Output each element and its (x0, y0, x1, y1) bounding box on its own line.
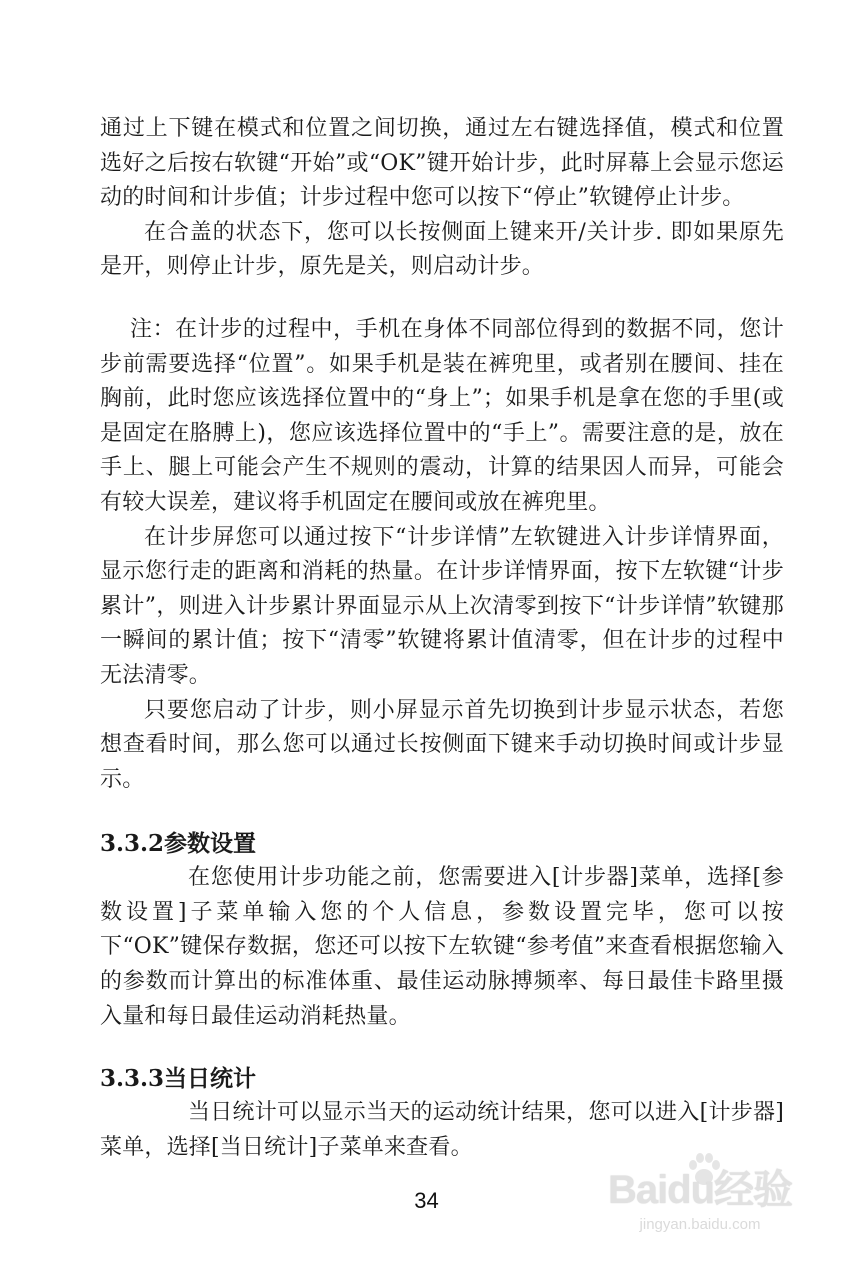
section-heading: 3.3.2参数设置 (100, 830, 257, 858)
paragraph-step-details: 在计步屏您可以通过按下“计步详情”左软键进入计步详情界面，显示您行走的距离和消耗的热量。在计步详情界面，按下左软键“计步累计”，则进入计步累计界面显示从上次清零到按下“计步详情”软键那一瞬间的累计值；按下“清零”软键将累计值清零，但在计步的过程中无法清零。 (100, 524, 784, 688)
paragraph-note: 注：在计步的过程中，手机在身体不同部位得到的数据不同，您计步前需要选择“位置”。如果手机是装在裤兜里，或者别在腰间、挂在胸前，此时您应该选择位置中的“身上”；如果手机是拿在您的手里(或是固定在胳膊上)，您应该选择位置中的“手上”。需要注意的是，放在手上、腿上可能会产生不规则的震动，计算的结果因人而异，可能会有较大误差，建议将手机固定在腰间或放在裤兜里。 (100, 316, 784, 515)
section-body: 当日统计可以显示当天的运动统计结果，您可以进入[计步器]菜单，选择[当日统计]子菜单来查看。 (100, 1100, 784, 1160)
paragraph-mode-switch: 通过上下键在模式和位置之间切换，通过左右键选择值，模式和位置选好之后按右软键“开始”或“OK”键开始计步，此时屏幕上会显示您运动的时间和计步值；计步过程中您可以按下“停止”软键停止计步。 (100, 116, 784, 211)
watermark-brand: Baidu经验 (607, 1168, 793, 1212)
section-parameter-settings (100, 827, 784, 1034)
watermark-url: jingyan.baidu.com (639, 1216, 761, 1233)
paragraph-lid-closed: 在合盖的状态下，您可以长按侧面上键来开/关计步. 即如果原先是开，则停止计步，原先是关，则启动计步。 (100, 219, 784, 280)
baidu-jingyan-watermark (600, 1150, 800, 1270)
section-body: 在您使用计步功能之前，您需要进入[计步器]菜单，选择[参数设置]子菜单输入您的个人信息，参数设置完毕，您可以按下“OK”键保存数据，您还可以按下左软键“参考值”来查看根据您输入的参数而计算出的标准体重、最佳运动脉搏频率、每日最佳卡路里摄入量和每日最佳运动消耗热量。 (100, 865, 784, 1029)
section-heading: 3.3.3当日统计 (100, 1065, 257, 1093)
paragraph-small-screen: 只要您启动了计步，则小屏显示首先切换到计步显示状态，若您想查看时间，那么您可以通过长按侧面下键来手动切换时间或计步显示。 (100, 697, 784, 792)
page-number: 34 (414, 1188, 439, 1213)
document-body (100, 112, 784, 1165)
